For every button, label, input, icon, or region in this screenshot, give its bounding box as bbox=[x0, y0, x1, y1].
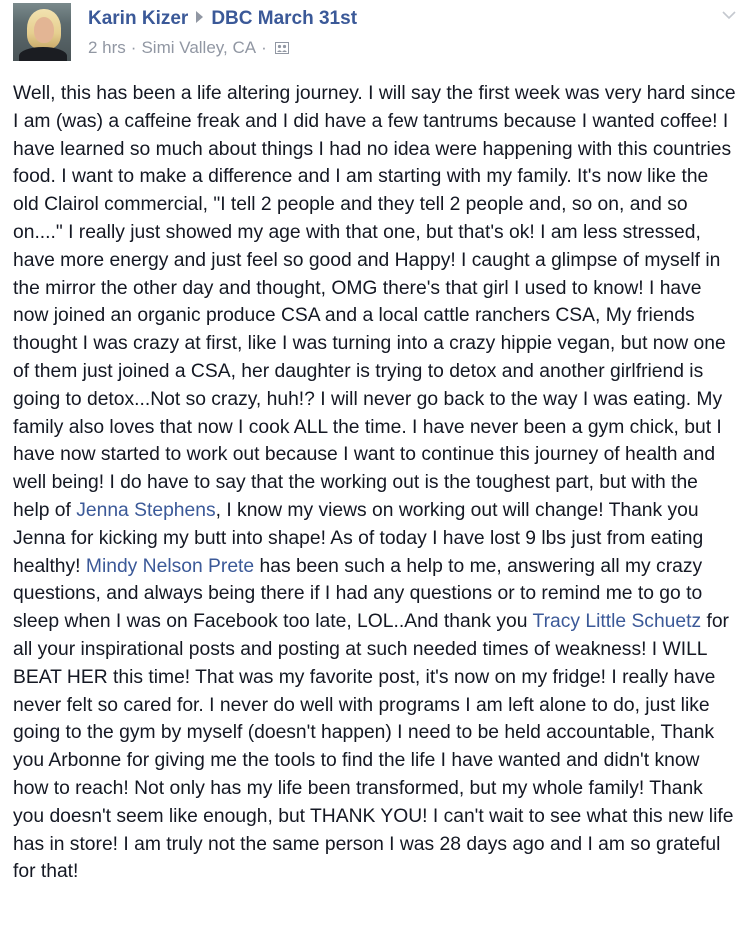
friends-icon[interactable] bbox=[275, 38, 289, 50]
location-link[interactable]: Simi Valley, CA bbox=[141, 38, 257, 57]
separator-dot: · bbox=[261, 38, 267, 57]
post-title-line bbox=[88, 7, 357, 31]
post-timestamp-link[interactable]: 2 hrs bbox=[88, 38, 126, 57]
post-text-segment: , I know my views on working out will change! Thank you Jenna for kicking my butt into shape! As of today I have lost 9 lbs just from eating healthy! bbox=[13, 499, 704, 577]
avatar-shirt bbox=[19, 47, 67, 61]
separator-dot: · bbox=[130, 38, 137, 57]
avatar[interactable] bbox=[13, 3, 71, 61]
post-meta bbox=[88, 37, 289, 59]
mention-link-jenna-stephens[interactable]: Jenna Stephens bbox=[76, 499, 216, 521]
group-name-link[interactable]: DBC March 31st bbox=[211, 8, 358, 29]
post-header bbox=[0, 0, 750, 75]
chevron-down-icon[interactable] bbox=[720, 6, 738, 24]
arrow-right-icon bbox=[196, 11, 203, 23]
mention-link-mindy-nelson-prete[interactable]: Mindy Nelson Prete bbox=[85, 555, 255, 577]
post-text-segment: for all your inspirational posts and posting at such needed times of weakness! I WILL BEAT HER this time! That was my favorite post, it's now on my fridge! I really have never felt so cared for. I never do well with programs I am left alone to do, just like going to the gym by myself (doesn't happen) I need to be held accountable, Thank you Arbonne for giving me the tools to find the life I have wanted and didn't know how to reach! Not only has my life been transformed, but my whole family! Thank you doesn't seem like enough, but THANK YOU! I can't wait to see what this new life has in store! I am truly not the same person I was 28 days ago and I am so grateful for that! bbox=[13, 611, 734, 883]
avatar-face bbox=[34, 17, 54, 43]
post-text-segment: has been such a help to me, answering all my crazy questions, and always being there if I had any questions or to remind me to go to sleep when I was on Facebook too late, LOL..And thank you bbox=[13, 555, 703, 633]
post-body-text bbox=[13, 80, 738, 886]
post-text-segment: Well, this has been a life altering journey. I will say the first week was very hard since I am (was) a caffeine freak and I did have a few tantrums because I wanted coffee! I have learned so much about things I had no idea were happening with this countries food. I want to make a difference and I am starting with my family. It's now like the old Clairol commercial, "I tell 2 people and they tell 2 people and, so on, and so on...." I really just showed my age with that one, but that's ok! I am less stressed, have more energy and just feel so good and Happy! I caught a glimpse of myself in the mirror the other day and thought, OMG there's that girl I used to know! I have now joined an organic produce CSA and a local cattle ranchers CSA, My friends thought I was crazy at first, like I was turning into a crazy hippie vegan, but now one of them just joined a CSA, her daughter is trying to detox and another girlfriend is going to detox...Not so crazy, huh!? I will never go back to the way I was eating. My family also loves that now I cook ALL the time. I have never been a gym chick, but I have now started to work out because I want to continue this journey of health and well being! I do have to say that the working out is the toughest part, but with the help of bbox=[13, 83, 736, 521]
mention-link-tracy-little-schuetz[interactable]: Tracy Little Schuetz bbox=[532, 611, 702, 633]
author-name-link[interactable]: Karin Kizer bbox=[88, 8, 189, 29]
